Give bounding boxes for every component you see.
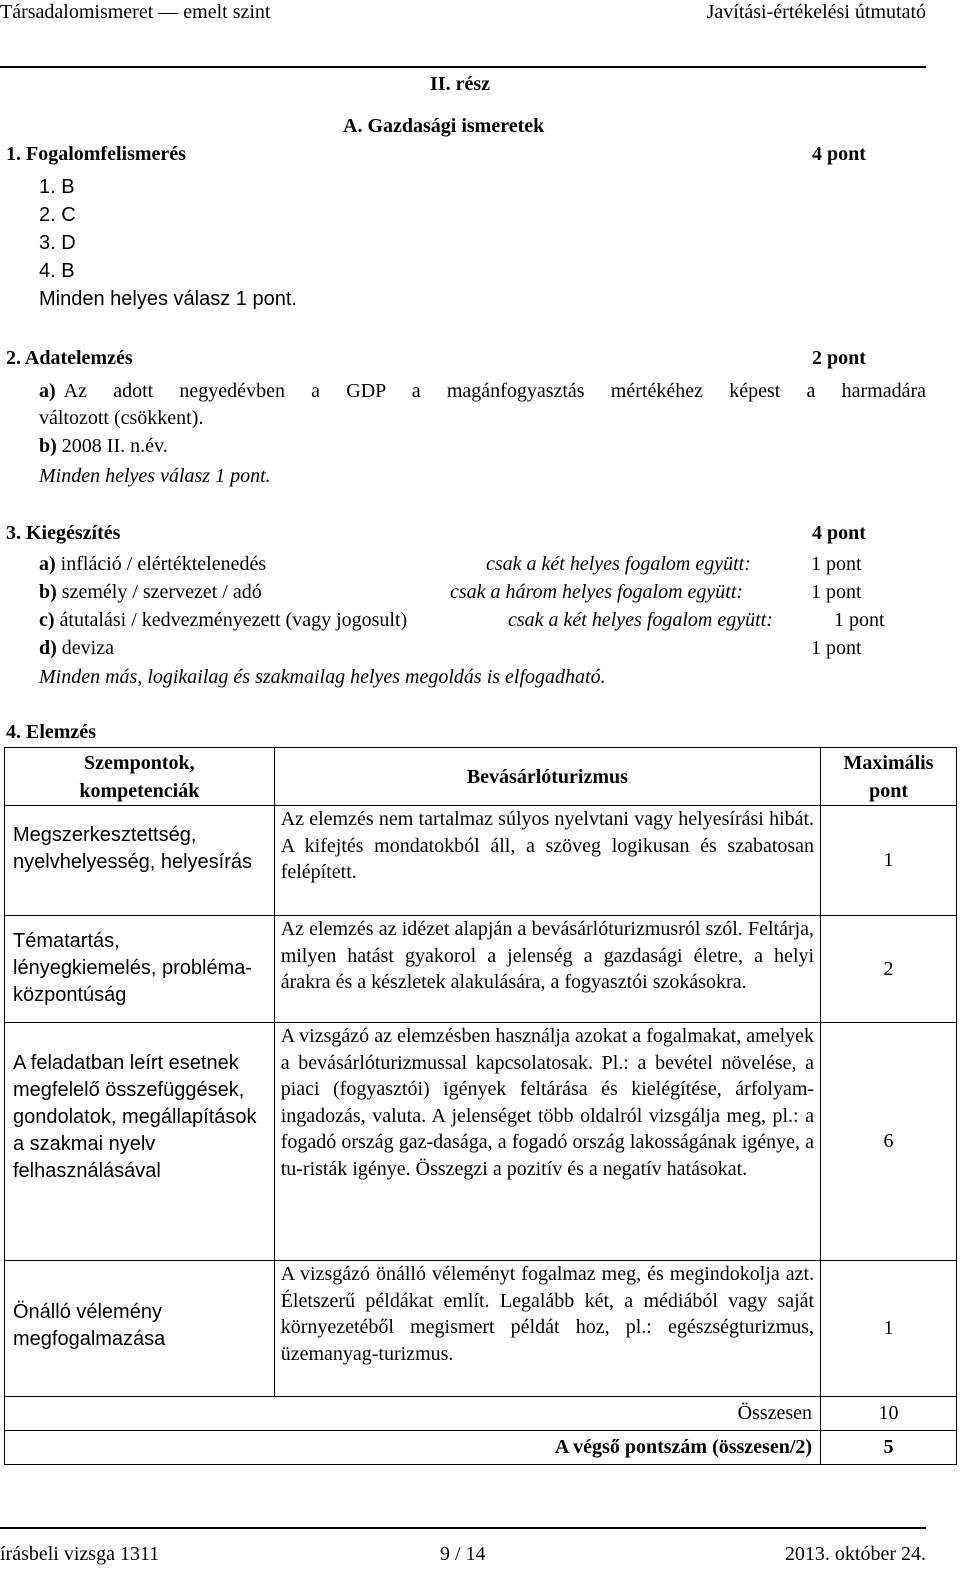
task1-answer: 1. B: [39, 176, 75, 198]
criteria-cell: Megszerkesztettség, nyelvhelyesség, helyesírás: [5, 806, 275, 916]
task3-row-label: a): [39, 553, 56, 575]
footer-right: 2013. október 24.: [784, 1543, 926, 1565]
task3-row-text: személy / szervezet / adó: [61, 581, 262, 603]
task3-row-text: deviza: [61, 637, 114, 659]
task3-row: [39, 581, 262, 604]
table-row: [5, 1023, 957, 1261]
criteria-cell: Tématartás, lényegkiemelés, probléma-központúság: [5, 916, 275, 1023]
task2-points: 2 pont: [812, 347, 866, 369]
final-label: A végső pontszám (összesen/2): [5, 1431, 821, 1465]
task3-row-label: b): [39, 581, 57, 603]
assessment-table: [4, 747, 957, 1465]
footer-rule: [0, 1527, 926, 1529]
task2-b: [39, 435, 168, 458]
task3-row-points: 1 pont: [834, 609, 885, 631]
header-rule: [0, 66, 926, 68]
task3-row-text: átutalási / kedvezményezett (vagy jogosult): [59, 609, 408, 631]
max-points-cell: 1: [821, 1261, 957, 1397]
task2-a-line2: változott (csökkent).: [39, 407, 204, 429]
header-left: Társadalomismeret — emelt szint: [0, 1, 271, 23]
final-value: 5: [821, 1431, 957, 1465]
header-max: Maximális pont: [821, 748, 957, 806]
description-cell: Az elemzés az idézet alapján a bevásárlóturizmusról szól. Feltárja, milyen hatást gyakorol a jelenség a gazdasági életre, a helyi árakra és a készletek alakulására, a fogyasztói szokásokra.: [274, 916, 820, 1023]
task2-note: Minden helyes válasz 1 pont.: [39, 465, 271, 487]
task2-a-line1: [39, 380, 926, 403]
table-row: [5, 806, 957, 916]
task3-row-label: d): [39, 637, 57, 659]
header-topic: Bevásárlóturizmus: [274, 748, 820, 806]
task1-answer: 3. D: [39, 232, 76, 254]
section-title: A. Gazdasági ismeretek: [343, 115, 545, 137]
header-right: Javítási-értékelési útmutató: [706, 1, 926, 23]
task2-b-label: b): [39, 435, 57, 457]
total-value: 10: [821, 1397, 957, 1431]
footer-left: írásbeli vizsga 1311: [0, 1543, 160, 1565]
total-row: [5, 1397, 957, 1431]
task3-points: 4 pont: [812, 522, 866, 544]
task3-row: [39, 609, 407, 632]
final-row: [5, 1431, 957, 1465]
max-points-cell: 2: [821, 916, 957, 1023]
task1-points: 4 pont: [812, 143, 866, 165]
task3-row-label: c): [39, 609, 55, 631]
total-label: Összesen: [5, 1397, 821, 1431]
table-header-row: [5, 748, 957, 806]
task2-a-text: Az adott negyedévben a GDP a magánfogyasztás mértékéhez képest a harmadára: [63, 380, 926, 402]
task3-row-points: 1 pont: [811, 637, 862, 659]
header-criteria: Szempontok, kompetenciák: [5, 748, 275, 806]
task3-row: [39, 637, 114, 660]
description-cell: A vizsgázó az elemzésben használja azokat a fogalmakat, amelyek a bevásárlóturizmussal kapcsolatosak. Pl.: a bevétel növelése, a piaci (fogyasztói) igények feltárása és kielégítése, árfolyam-ingadozás, valuta. A jelenséget több oldalról vizsgálja meg, pl.: a fogadó ország gaz-dasága, a fogadó ország lakosságának igénye, a tu-risták igénye. Összegzi a pozitív és a negatív hatásokat.: [274, 1023, 820, 1261]
task3-row-condition: csak a két helyes fogalom együtt:: [486, 553, 751, 575]
max-points-cell: 1: [821, 806, 957, 916]
max-points-cell: 6: [821, 1023, 957, 1261]
footer-center: 9 / 14: [440, 1543, 486, 1565]
criteria-cell: A feladatban leírt esetnek megfelelő összefüggések, gondolatok, megállapítások a szakmai nyelv felhasználásával: [5, 1023, 275, 1261]
description-cell: Az elemzés nem tartalmaz súlyos nyelvtani vagy helyesírási hibát. A kifejtés mondatokból áll, a szöveg logikusan és szabatosan felépített.: [274, 806, 820, 916]
task3-note: Minden más, logikailag és szakmailag helyes megoldás is elfogadható.: [39, 666, 606, 688]
task4-title: 4. Elemzés: [6, 721, 96, 743]
task1-note: Minden helyes válasz 1 pont.: [39, 288, 297, 310]
task3-row-condition: csak a három helyes fogalom együtt:: [450, 581, 744, 603]
task3-row-points: 1 pont: [811, 553, 862, 575]
table-row: [5, 916, 957, 1023]
task3-row-text: infláció / elértéktelenedés: [60, 553, 267, 575]
description-cell: A vizsgázó önálló véleményt fogalmaz meg, és megindokolja azt. Életszerű példákat említ. Legalább két, a médiából vagy saját környezetéből megismert példát hoz, pl.: egészségturizmus, üzemanyag-turizmus.: [274, 1261, 820, 1397]
task2-title: 2. Adatelemzés: [6, 347, 133, 369]
criteria-cell: Önálló vélemény megfogalmazása: [5, 1261, 275, 1397]
part-title: II. rész: [430, 73, 490, 95]
task3-row: [39, 553, 266, 576]
task3-title: 3. Kiegészítés: [6, 522, 121, 544]
task1-answer: 2. C: [39, 204, 76, 226]
task3-row-condition: csak a két helyes fogalom együtt:: [508, 609, 773, 631]
table-row: [5, 1261, 957, 1397]
task2-b-text: 2008 II. n.év.: [61, 435, 168, 457]
task3-row-points: 1 pont: [811, 581, 862, 603]
task2-a-label: a): [39, 380, 56, 402]
task1-title: 1. Fogalomfelismerés: [6, 143, 186, 165]
task1-answer: 4. B: [39, 260, 75, 282]
